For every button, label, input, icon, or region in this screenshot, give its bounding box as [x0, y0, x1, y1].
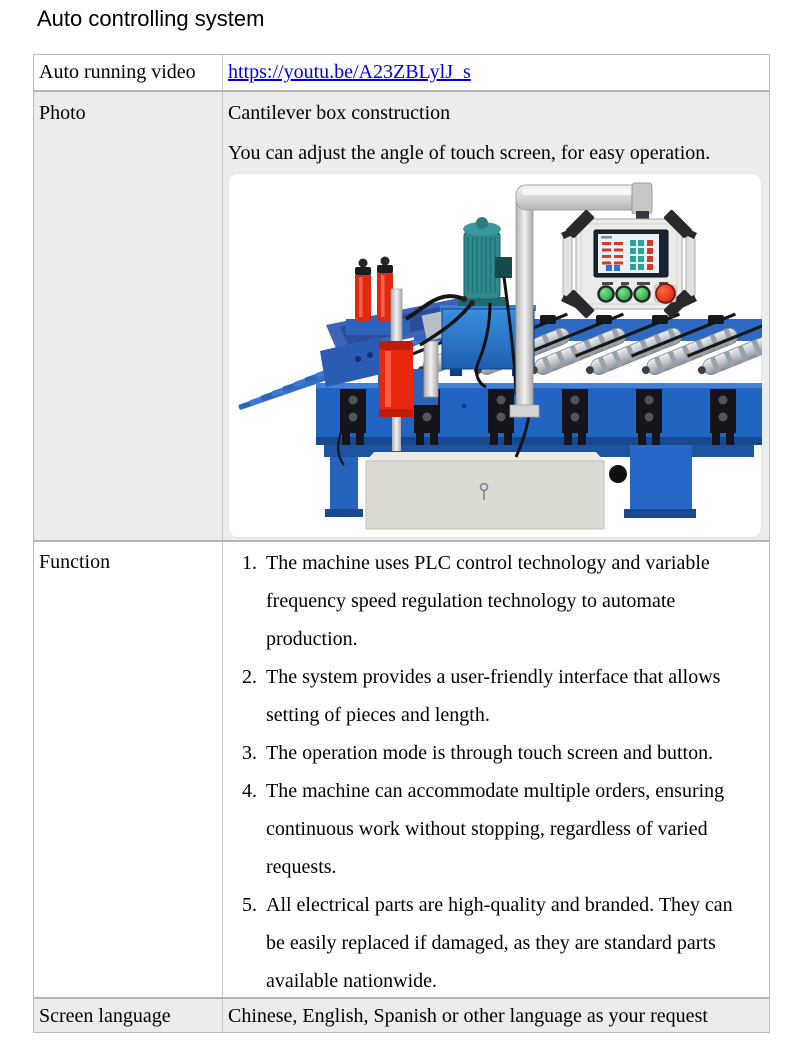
- function-list: [228, 542, 761, 997]
- table-row-photo: [34, 90, 769, 540]
- product-table: [33, 54, 770, 1033]
- electrical-box: [366, 452, 604, 529]
- table-row-function: [34, 540, 769, 997]
- function-item: 5. All electrical parts are high-quality and branded. They can be easily replaced if damaged, as they are standard parts available nationwide.: [262, 886, 742, 997]
- touch-screen: [594, 230, 668, 277]
- function-item: 4. The machine can accommodate multiple orders, ensuring continuous work without stopping, regardless of varied requests.: [262, 772, 742, 886]
- row-value-language: Chinese, English, Spanish or other language as your request: [228, 1005, 708, 1027]
- photo-caption-1: Cantilever box construction: [228, 102, 451, 124]
- function-item: 2. The system provides a user-friendly interface that allows setting of pieces and length.: [262, 658, 742, 734]
- row-label-video: Auto running video: [34, 55, 223, 90]
- panel-buttons: [599, 284, 677, 303]
- page-title: Auto controlling system: [37, 6, 265, 31]
- row-value-function: [223, 542, 769, 997]
- control-panel: [561, 209, 697, 319]
- photo-caption-2: You can adjust the angle of touch screen, for easy operation.: [228, 142, 711, 164]
- video-link[interactable]: https://youtu.be/A23ZBLylJ_s: [228, 61, 471, 83]
- table-row-language: [34, 997, 769, 1032]
- row-label-language: Screen language: [34, 999, 223, 1032]
- row-value-video: [223, 55, 769, 90]
- table-row-video: [34, 55, 769, 90]
- row-label-function: Function: [34, 542, 223, 997]
- row-value-photo: [223, 92, 769, 540]
- machine-photo: [228, 173, 762, 538]
- emergency-stop-button: [655, 284, 676, 303]
- function-item: 3. The operation mode is through touch screen and button.: [262, 734, 742, 772]
- function-item: 1. The machine uses PLC control technology and variable frequency speed regulation technology to automate production.: [262, 544, 742, 658]
- row-label-photo: Photo: [34, 92, 223, 540]
